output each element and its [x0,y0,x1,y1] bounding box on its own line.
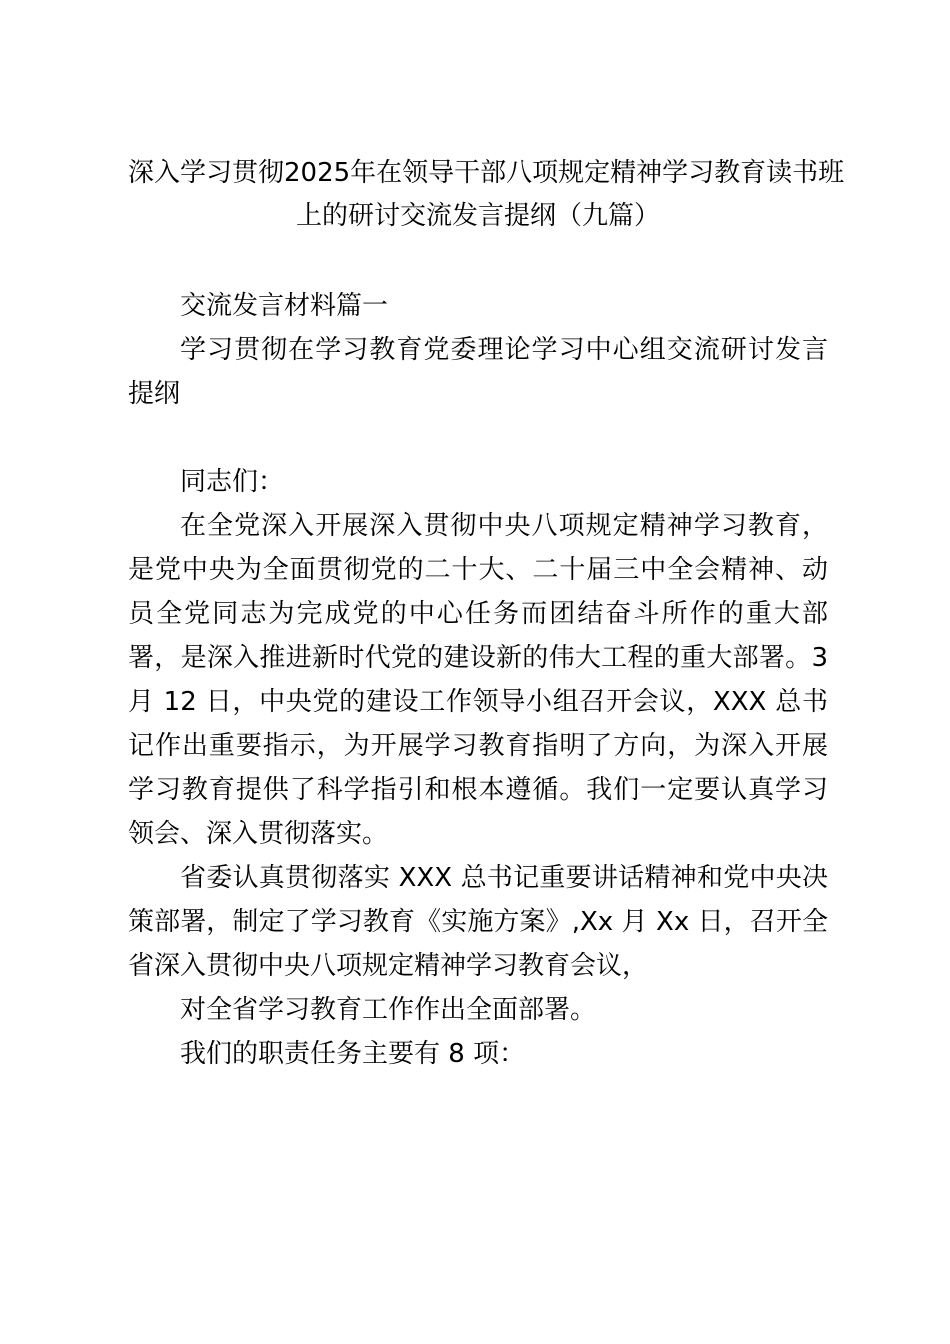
salutation: 同志们： [180,467,285,497]
body-paragraph-1: 在全党深入开展深入贯彻中央八项规定精神学习教育，是党中央为全面贯彻党的二十大、二十届三中全会精神、动员全党同志为完成党的中心任务而团结奋斗所作的重大部署，是深入推进新时代党的建设新的伟大工程的重大部署。3 月 12 日，中央党的建设工作领导小组召开会议，XXX 总书记作出重要指示，为开展学习教育指明了方向，为深入开展学习教育提供了科学指引和根本遵循。我们一定要认真学习领会、深入贯彻落实。 [128,511,828,849]
title-line-1: 深入学习贯彻2025年在领导干部八项规定精神学习教育读书班 [128,158,845,188]
document-page [128,152,845,1076]
title-line-2: 上的研讨交流发言提纲（九篇） [295,201,660,231]
document-title [128,152,845,238]
body-paragraph-4: 我们的职责任务主要有 8 项： [180,1039,526,1069]
section-label: 交流发言材料篇一 [180,291,389,321]
section-subtitle: 学习贯彻在学习教育党委理论学习中心组交流研讨发言提纲 [128,335,828,409]
body-paragraph-3: 对全省学习教育工作作出全面部署。 [180,995,597,1025]
body-paragraph-2: 省委认真贯彻落实 XXX 总书记重要讲话精神和党中央决策部署，制定了学习教育《实施方案》,Xx 月 Xx 日，召开全省深入贯彻中央八项规定精神学习教育会议， [128,863,828,981]
